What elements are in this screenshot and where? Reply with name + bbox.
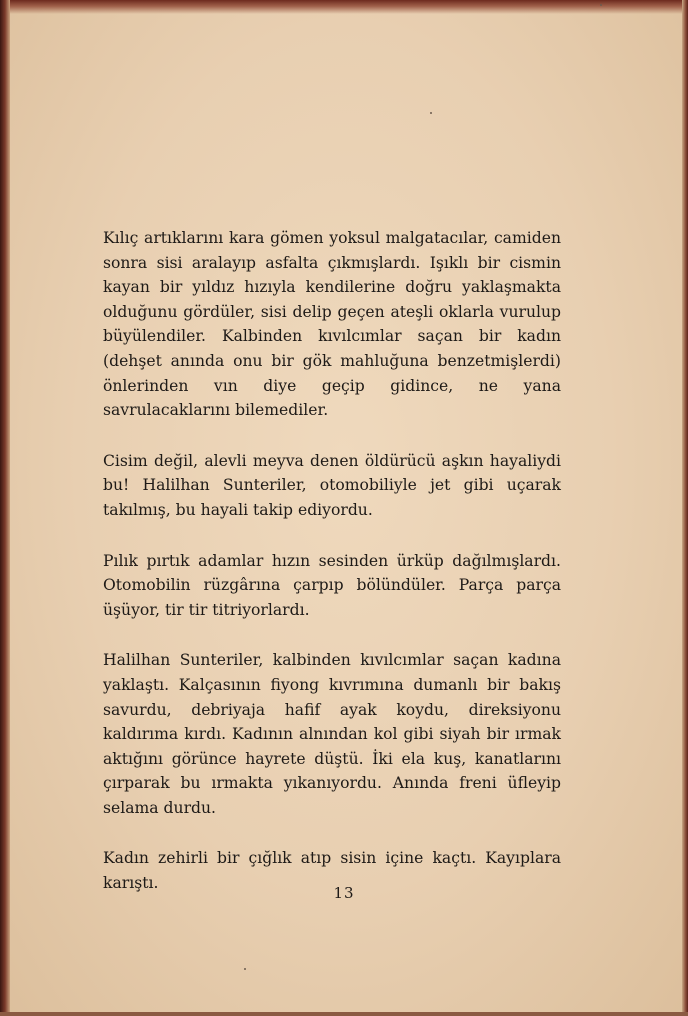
page-left-edge [0,0,10,1016]
paragraph-4: Halilhan Sunteriler, kalbinden kıvılcımlar saçan kadına yaklaştı. Kalçasının fiyong kıvrımına dumanlı bir bakış savurdu, debriyaja hafif ayak koydu, direksiyonu kaldırıma kırdı. Kadının alnından kol gibi siyah bir ırmak aktığını görünce hayrete düştü. İki ela kuş, kanatlarını çırparak bu ırmakta yıkanıyordu. Anında freni üfleyip selama durdu. [103,651,561,817]
page-number: 13 [333,884,355,902]
paper-speck [244,968,246,970]
page-right-edge [682,0,688,1016]
page-top-edge [0,0,688,14]
paragraph-2: Cisim değil, alevli meyva denen öldürücü aşkın hayaliydi bu! Halilhan Sunteriler, otomobiliyle jet gibi uçarak takılmış, bu hayali takip ediyordu. [103,451,561,519]
paragraph-3: Pılık pırtık adamlar hızın sesinden ürküp dağılmışlardı. Otomobilin rüzgârına çarpıp bölündüler. Parça parça üşüyor, tir tir titriyorlardı. [103,551,561,619]
paragraph-5: Kadın zehirli bir çığlık atıp sisin içine kaçtı. Kayıplara karıştı. [103,849,561,893]
paper-speck [600,4,602,6]
page-bottom-edge [0,1012,688,1016]
paragraph-1: Kılıç artıklarını kara gömen yoksul malgatacılar, camiden sonra sisi aralayıp asfalta çıkmışlardı. Işıklı bir cismin kayan bir yıldız hızıyla kendilerine doğru yaklaşmakta olduğunu gördüler, sisi delip geçen ateşli oklarla vurulup büyülendiler. Kalbinden kıvılcımlar saçan bir kadın (dehşet anında onu bir gök mahluğuna benzetmişlerdi) önlerinden vın diye geçip gidince, ne yana savrulacaklarını bilemediler. [103,229,561,420]
paper-speck [430,112,432,114]
body-text [103,226,561,922]
